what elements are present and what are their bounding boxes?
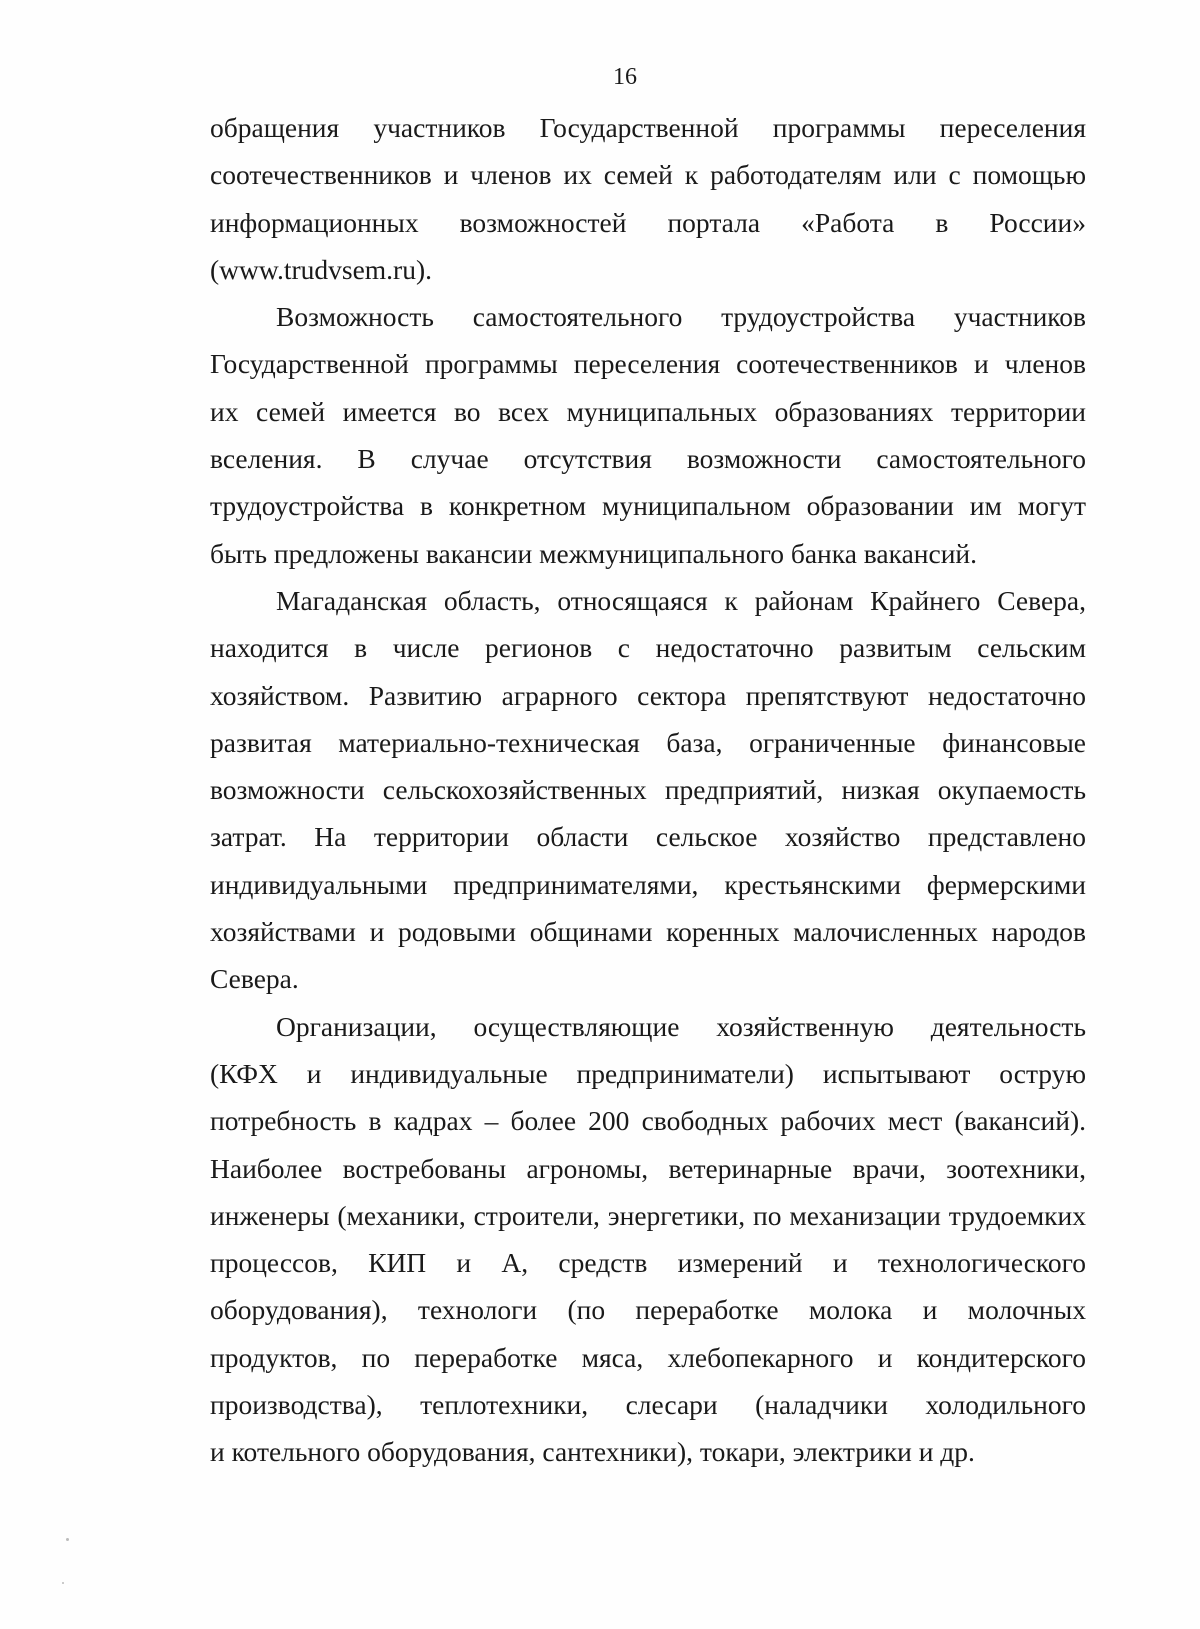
text-line: быть предложены вакансии межмуниципального банка вакансий. [210, 537, 978, 569]
document-body [210, 104, 1086, 1476]
text-line: оборудования), технологи (по переработке молока и молочных [210, 1294, 1086, 1326]
text-line: соотечественников и членов их семей к работодателям или с помощью [210, 159, 1086, 191]
text-line: Государственной программы переселения соотечественников и членов [210, 348, 1086, 380]
paragraph [210, 104, 1086, 293]
text-line: вселения. В случае отсутствия возможности самостоятельного [210, 443, 1086, 475]
text-line: Магаданская область, относящаяся к районам Крайнего Севера, [276, 584, 1086, 616]
paragraph [210, 577, 1086, 1003]
text-line: хозяйством. Развитию аграрного сектора препятствуют недостаточно [210, 679, 1086, 711]
text-line: хозяйствами и родовыми общинами коренных малочисленных народов [210, 916, 1086, 948]
paragraph [210, 1003, 1086, 1476]
paragraph [210, 293, 1086, 577]
text-line: продуктов, по переработке мяса, хлебопекарного и кондитерского [210, 1341, 1086, 1373]
text-line: обращения участников Государственной программы переселения [210, 112, 1086, 143]
text-line: Организации, осуществляющие хозяйственную деятельность [276, 1010, 1086, 1042]
text-line: процессов, КИП и А, средств измерений и технологического [210, 1247, 1086, 1279]
text-line: информационных возможностей портала «Работа в России» [210, 206, 1086, 238]
text-line: развитая материально-техническая база, ограниченные финансовые [210, 726, 1086, 758]
text-line: (КФХ и индивидуальные предприниматели) испытывают острую [210, 1057, 1086, 1089]
text-line: Возможность самостоятельного трудоустройства участников [276, 301, 1086, 333]
text-line: потребность в кадрах – более 200 свободных рабочих мест (вакансий). [210, 1105, 1086, 1137]
text-line: Наиболее востребованы агрономы, ветеринарные врачи, зоотехники, [210, 1152, 1086, 1184]
scan-speck [62, 1582, 64, 1584]
text-line: их семей имеется во всех муниципальных образованиях территории [210, 395, 1086, 427]
text-line: трудоустройства в конкретном муниципальном образовании им могут [210, 490, 1086, 522]
text-line: производства), теплотехники, слесари (наладчики холодильного [210, 1389, 1086, 1421]
scan-speck [66, 1538, 69, 1541]
text-line: находится в числе регионов с недостаточно развитым сельским [210, 632, 1086, 664]
text-line: инженеры (механики, строители, энергетики, по механизации трудоемких [210, 1199, 1086, 1231]
text-line: возможности сельскохозяйственных предприятий, низкая окупаемость [210, 774, 1086, 806]
text-line: индивидуальными предпринимателями, крестьянскими фермерскими [210, 868, 1086, 900]
text-line: и котельного оборудования, сантехники), токари, электрики и др. [210, 1436, 975, 1468]
text-line: Севера. [210, 963, 299, 995]
page-number: 16 [613, 64, 637, 90]
text-line: затрат. На территории области сельское хозяйство представлено [210, 821, 1086, 853]
text-line: (www.trudvsem.ru). [210, 253, 432, 285]
